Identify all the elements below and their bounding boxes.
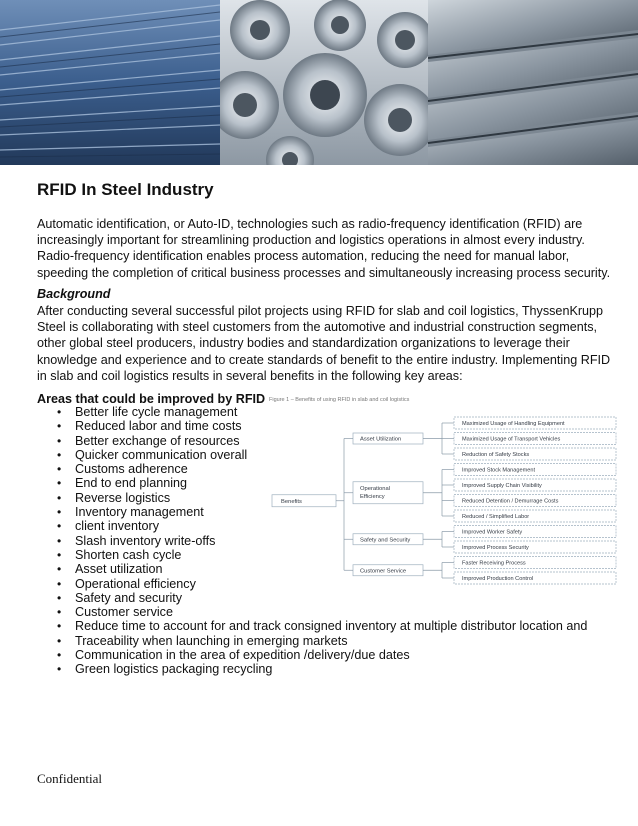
steel-sheets-photo bbox=[428, 0, 638, 165]
areas-heading: Areas that could be improved by RFID bbox=[37, 392, 266, 406]
list-item: • Reduced labor and time costs bbox=[0, 419, 638, 433]
steel-coils-photo bbox=[220, 0, 428, 165]
benefit-label: Reduced / Simplified Labor bbox=[462, 514, 530, 520]
group-label: Efficiency bbox=[360, 493, 385, 500]
benefit-label: Reduction of Safety Stocks bbox=[462, 452, 530, 458]
diagram-caption: Figure 1 – Benefits of using RFID in slab and coil logistics bbox=[269, 397, 410, 403]
background-heading: Background bbox=[37, 287, 111, 301]
list-item: • Green logistics packaging recycling bbox=[0, 662, 638, 676]
group-label: Asset Utilization bbox=[360, 436, 402, 443]
benefit-label: Improved Worker Safety bbox=[462, 529, 523, 536]
list-item: • Reverse logistics bbox=[0, 491, 638, 505]
benefit-label: Improved Supply Chain Visibility bbox=[462, 483, 542, 489]
background-paragraph: After conducting several successful pilot projects using RFID for slab and coil logistics, ThyssenKrupp Steel is collaborating with steel customers from the automotive and industrial construction segments, other global steel producers, industry bodies and standardization organizations to leverage their knowledge and experience and to create standards of benefit to the entire industry. Implementing RFID in slab and coil logistics results in several benefits in the following key areas: bbox=[37, 304, 611, 383]
intro-paragraph: Automatic identification, or Auto-ID, technologies such as radio-frequency identification (RFID) are increasingly important for streamlining production and logistics operations in almost every industry. Radio-frequency identification enables process automation, reducing the need for manual labor, speeding the completion of critical business processes and simultaneously increasing process security. bbox=[37, 217, 611, 280]
root-label: Benefits bbox=[281, 498, 302, 505]
group-label: Safety and Security bbox=[360, 537, 411, 544]
list-item: • End to end planning bbox=[0, 476, 638, 490]
list-item: • Better exchange of resources bbox=[0, 434, 638, 448]
list-item: • Operational efficiency bbox=[0, 577, 638, 591]
benefit-label: Improved Production Control bbox=[462, 576, 534, 582]
list-item: • Safety and security bbox=[0, 591, 638, 605]
list-item: • Quicker communication overall bbox=[0, 448, 638, 462]
benefit-label: Maximized Usage of Transport Vehicles bbox=[462, 436, 561, 443]
list-item: • Better life cycle management bbox=[0, 405, 638, 419]
benefit-label: Faster Receiving Process bbox=[462, 560, 526, 567]
group-label: Customer Service bbox=[360, 568, 407, 575]
benefit-label: Improved Stock Management bbox=[462, 467, 536, 474]
benefit-label: Improved Process Security bbox=[462, 545, 529, 551]
benefit-label: Maximized Usage of Handling Equipment bbox=[462, 421, 565, 427]
list-item: • Traceability when launching in emerging markets bbox=[0, 634, 638, 648]
list-item: • Inventory management bbox=[0, 505, 638, 519]
header-banner bbox=[0, 0, 638, 165]
list-item: • Reduce time to account for and track consigned inventory at multiple distributor location and bbox=[0, 619, 638, 633]
list-item: • Shorten cash cycle bbox=[0, 548, 638, 562]
list-item: • Asset utilization bbox=[0, 562, 638, 576]
list-item: • Customs adherence bbox=[0, 462, 638, 476]
footer-confidential: Confidential bbox=[37, 771, 102, 786]
list-item: • Communication in the area of expedition /delivery/due dates bbox=[0, 648, 638, 662]
list-item: • client inventory bbox=[0, 519, 638, 533]
benefits-diagram bbox=[266, 393, 622, 603]
page-title: RFID In Steel Industry bbox=[37, 180, 214, 199]
benefit-label: Reduced Detention / Demurrage Costs bbox=[462, 498, 559, 505]
steel-plates-photo bbox=[0, 0, 220, 165]
group-label: Operational bbox=[360, 485, 390, 492]
list-item: • Slash inventory write-offs bbox=[0, 534, 638, 548]
list-item: • Customer service bbox=[0, 605, 638, 619]
